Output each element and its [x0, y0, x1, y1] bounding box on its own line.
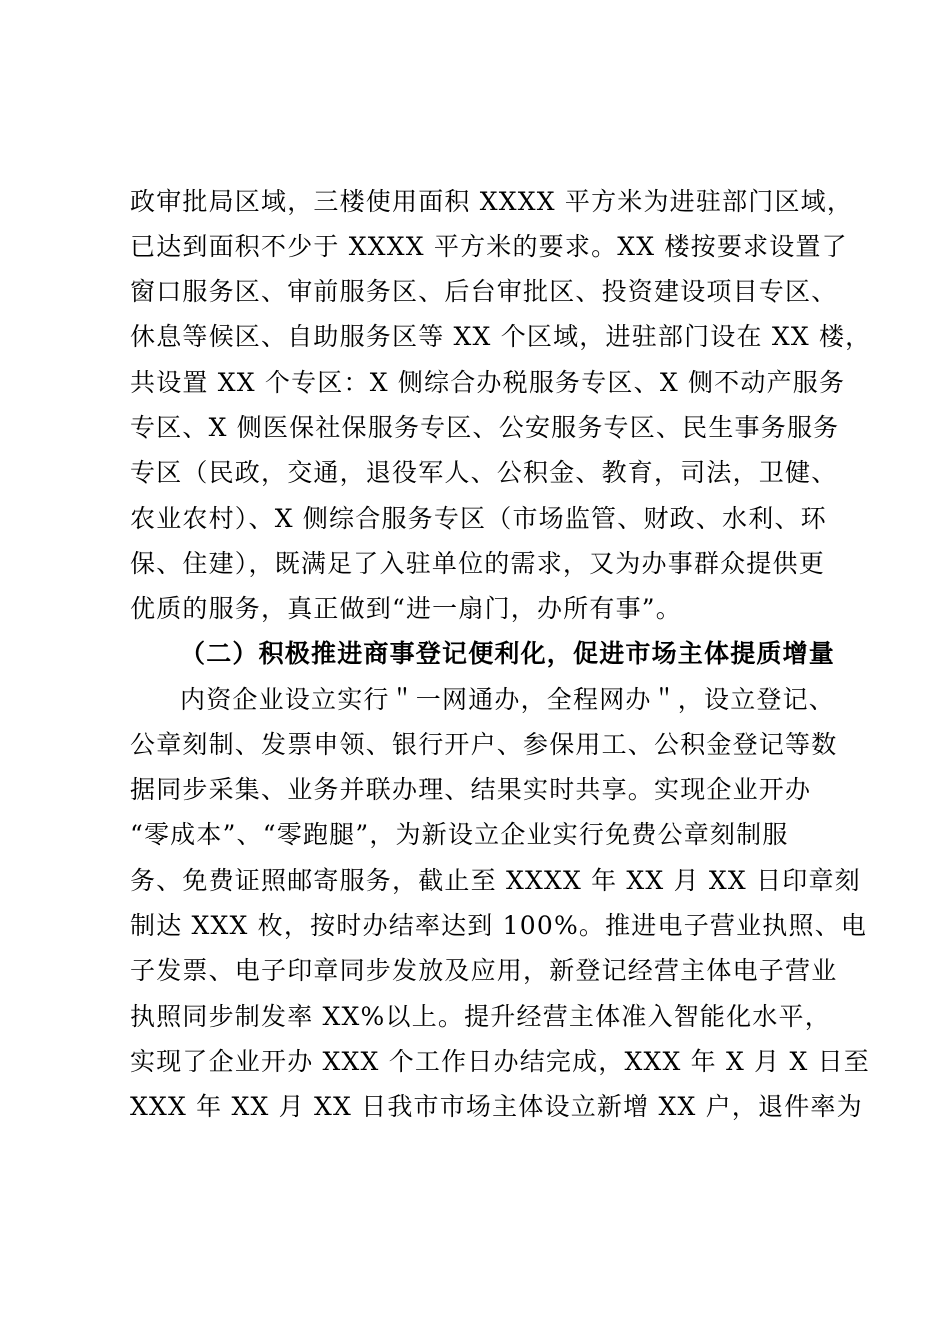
text-line: 专区（民政，交通，退役军人、公积金、教育，司法，卫健、: [130, 458, 838, 487]
text-line: 据同步采集、业务并联办理、结果实时共享。实现企业开办: [130, 775, 812, 804]
text-line: 政审批局区域，三楼使用面积 XXXX 平方米为进驻部门区域，: [130, 187, 854, 216]
text-line: 专区、X 侧医保社保服务专区、公安服务专区、民生事务服务: [130, 413, 840, 442]
text-line: 共设置 XX 个专区：X 侧综合办税服务专区、X 侧不动产服务: [130, 368, 846, 397]
text-line: XXX 年 XX 月 XX 日我市市场主体设立新增 XX 户，退件率为: [130, 1092, 863, 1121]
text-line: 制达 XXX 枚，按时办结率达到 100%。推进电子营业执照、电: [130, 911, 868, 940]
text-line: 农业农村）、X 侧综合服务专区（市场监管、财政、水利、环: [130, 504, 827, 533]
section-heading: （二）积极推进商事登记便利化，促进市场主体提质增量: [180, 639, 836, 668]
text-line: 已达到面积不少于 XXXX 平方米的要求。XX 楼按要求设置了: [130, 232, 848, 261]
text-line: 优质的服务，真正做到“进一扇门，办所有事”。: [130, 594, 682, 623]
text-line: “零成本”、“零跑腿”，为新设立企业实行免费公章刻制服: [130, 820, 789, 849]
text-line: 内资企业设立实行＂一网通办，全程网办＂，设立登记、: [180, 685, 836, 714]
text-line: 窗口服务区、审前服务区、后台审批区、投资建设项目专区、: [130, 277, 838, 306]
text-line: 公章刻制、发票申领、银行开户、参保用工、公积金登记等数: [130, 730, 838, 759]
text-line: 子发票、电子印章同步发放及应用，新登记经营主体电子营业: [130, 956, 838, 985]
text-line: 休息等候区、自助服务区等 XX 个区域，进驻部门设在 XX 楼，: [130, 322, 872, 351]
text-line: 执照同步制发率 XX%以上。提升经营主体准入智能化水平，: [130, 1002, 831, 1031]
text-line: 保、住建），既满足了入驻单位的需求，又为办事群众提供更: [130, 549, 825, 578]
text-line: 务、免费证照邮寄服务，截止至 XXXX 年 XX 月 XX 日印章刻: [130, 866, 861, 895]
text-line: 实现了企业开办 XXX 个工作日办结完成，XXX 年 X 月 X 日至: [130, 1047, 871, 1076]
